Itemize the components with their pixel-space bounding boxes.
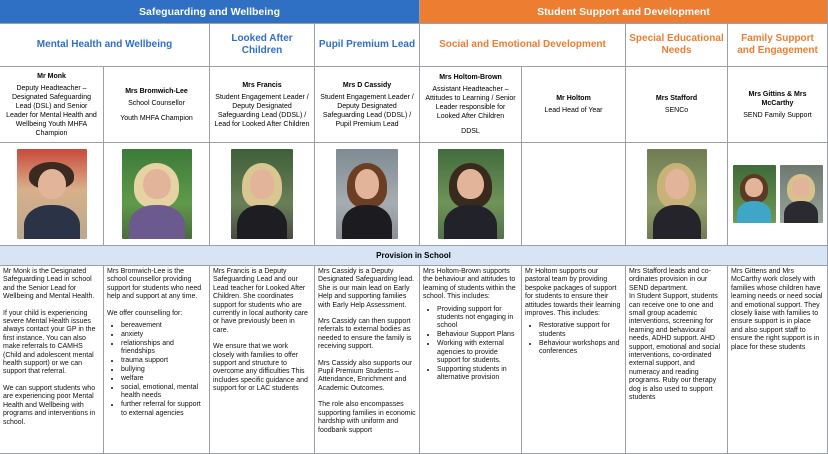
provision-francis	[210, 266, 315, 454]
staff-card-cassidy	[315, 67, 420, 143]
staff-name: Mr Monk	[37, 72, 66, 80]
photo-cell-monk	[0, 143, 104, 246]
list-item: • anxiety	[121, 331, 206, 339]
staff-name: Mrs D Cassidy	[342, 81, 392, 89]
list-item: • Providing support for students not engaging in school	[437, 306, 518, 331]
list-item: • Behaviour workshops and conferences	[539, 340, 622, 357]
list-item: • bereavement	[121, 322, 206, 330]
heading-looked-after: Looked After Children	[210, 24, 315, 67]
photo-cell-bromwich-lee	[104, 143, 210, 246]
staff-role: Assistant Headteacher – Attitudes to Learning / Senior Leader responsible for Looked After Children	[425, 86, 516, 120]
staff-card-francis	[210, 67, 315, 143]
photo-cell-holtom	[522, 143, 626, 246]
list-item: • trauma support	[121, 357, 206, 365]
provision-paragraph: We ensure that we work closely with families to offer support and structure to overcome any difficulties This includes specific guidance and support for or LAC students	[213, 343, 308, 393]
provision-list	[525, 322, 622, 356]
staff-role: SENCo	[664, 107, 689, 114]
photo-cell-gittins-mccarthy	[728, 143, 828, 246]
heading-family-support: Family Support and Engagement	[728, 24, 828, 67]
band-student-support: Student Support and Development	[420, 0, 828, 24]
staff-role: Student Engagement Leader / Deputy Designated Safeguarding Lead (DDSL) / Pupil Premium Lead	[320, 93, 414, 128]
staff-role-extra: Youth MHFA Champion	[120, 114, 193, 122]
list-item: • Supporting students in alternative provision	[437, 366, 518, 383]
photo-cell-cassidy	[315, 143, 420, 246]
band-safeguarding: Safeguarding and Wellbeing	[0, 0, 420, 24]
provision-paragraph: Mr Holtom supports our pastoral team by providing bespoke packages of support for students to ensure their attitudes towards their learning improves. This includes:	[525, 268, 621, 318]
list-item: • relationships and friendships	[121, 340, 206, 357]
provision-paragraph: Mrs Stafford leads and co-ordinates provision in our SEND department.	[629, 268, 711, 292]
staff-role: Lead Head of Year	[544, 107, 603, 114]
staff-card-holtom	[522, 67, 626, 143]
list-item: • further referral for support to external agencies	[121, 401, 206, 418]
provision-paragraph: Mrs Holtom-Brown supports the behaviour and attitudes to learning of students within the school. This includes:	[423, 268, 516, 301]
provision-holtom-brown	[420, 266, 522, 454]
list-item: • social, emotional, mental health needs	[121, 384, 206, 401]
staff-photo	[231, 149, 293, 239]
provision-lead: We offer counselling for:	[107, 309, 183, 317]
list-item: • Working with external agencies to provide support for students.	[437, 340, 518, 365]
photo-cell-stafford	[626, 143, 728, 246]
provision-bromwich-lee	[104, 266, 210, 454]
staff-name: Mrs Holtom-Brown	[439, 74, 502, 81]
provision-paragraph: If your child is experiencing severe Mental Health issues always contact your GP in the first instance. You can also make referrals to CAMHS (Child and adolescent mental health support) or we can support that referral.	[3, 309, 96, 376]
staff-card-stafford	[626, 67, 728, 143]
staff-photo	[17, 149, 87, 239]
staff-photo	[733, 165, 776, 223]
heading-pupil-premium: Pupil Premium Lead	[315, 24, 420, 67]
photo-cell-francis	[210, 143, 315, 246]
staff-photo	[122, 149, 192, 239]
provision-paragraph: Mrs Gittens and Mrs McCarthy work closely with families whose children have learning needs or need social and emotional support. They closely liaise with families to ensure support is in place and also support staff to ensure the right support is in place for these students	[731, 268, 823, 351]
staff-role: Student Engagement Leader / Deputy Designated Safeguarding Lead (DDSL) / Lead for Looked After Children	[214, 93, 310, 128]
staff-name: Mrs Stafford	[655, 95, 698, 102]
staff-photo	[647, 149, 707, 239]
staff-photo	[780, 165, 823, 223]
staff-photo	[438, 149, 504, 239]
staff-name: Mrs Bromwich-Lee	[125, 87, 188, 95]
provision-monk	[0, 266, 104, 454]
provision-paragraph: Mrs Cassidy can then support referrals to external bodies as needed to ensure the family is receiving support.	[318, 318, 412, 351]
provision-cassidy	[315, 266, 420, 454]
staff-name: Mrs Francis	[242, 81, 282, 89]
heading-mental-health: Mental Health and Wellbeing	[0, 24, 210, 67]
staff-role: School Counsellor	[128, 99, 185, 107]
provision-paragraph: Mrs Bromwich-Lee is the school counsellor providing support for students who need help and support at any time.	[107, 268, 202, 301]
staff-role-extra: DDSL	[461, 128, 480, 135]
provision-stafford	[626, 266, 728, 454]
provision-list	[107, 322, 206, 418]
staff-role: SEND Family Support	[743, 111, 812, 119]
provision-paragraph: Mr Monk is the Designated Safeguarding Lead in school and the Senior Lead for Wellbeing and Mental Health.	[3, 268, 95, 301]
staff-card-monk	[0, 67, 104, 143]
staff-card-gittins-mccarthy	[728, 67, 828, 143]
provision-paragraph: The role also encompasses supporting families in economic hardship with uniform and foodbank support	[318, 401, 416, 434]
list-item: • bullying	[121, 366, 206, 374]
heading-send: Special Educational Needs	[626, 24, 728, 67]
staff-role: Deputy Headteacher – Designated Safeguarding Lead (DSL) and Senior Leader for Mental Health and Wellbeing Youth MHFA Champion	[6, 84, 97, 137]
provision-banner: Provision in School	[0, 246, 828, 266]
provision-paragraph: We can support students who are experiencing poor Mental Health and Wellbeing with programs and interventions in school.	[3, 384, 96, 426]
staff-photo	[336, 149, 398, 239]
staff-name: Mrs Gittins & Mrs McCarthy	[748, 90, 807, 107]
list-item: • Restorative support for students	[539, 322, 622, 339]
provision-list	[423, 306, 518, 383]
staff-card-holtom-brown	[420, 67, 522, 143]
staff-name: Mr Holtom	[556, 95, 591, 102]
provision-paragraph: In Student Support, students can receive one to one and small group academic interventions, screening for learning and behavioural needs, ADHD support. AHD support, emotional and social interventions, co-ordinated external support, and numeracy and reading programs. Ruby our therapy dog is also used to support students	[629, 293, 721, 402]
photo-cell-holtom-brown	[420, 143, 522, 246]
list-item: • welfare	[121, 375, 206, 383]
provision-paragraph: Mrs Francis is a Deputy Safeguarding Lead and our Lead teacher for Looked After Children. She coordinates support for students who are currently in local authority care or have previously been in care.	[213, 268, 308, 334]
provision-paragraph: Mrs Cassidy is a Deputy Designated Safeguarding lead. She is our main lead on Early Help and supporting families with Early Help Assessment.	[318, 268, 415, 309]
provision-holtom	[522, 266, 626, 454]
provision-paragraph: Mrs Cassidy also supports our Pupil Premium Students – Attendance, Enrichment and Academic Outcomes.	[318, 359, 413, 392]
heading-social-emotional: Social and Emotional Development	[420, 24, 626, 67]
provision-gittins-mccarthy	[728, 266, 828, 454]
staff-card-bromwich-lee	[104, 67, 210, 143]
list-item: • Behaviour Support Plans	[437, 331, 518, 339]
